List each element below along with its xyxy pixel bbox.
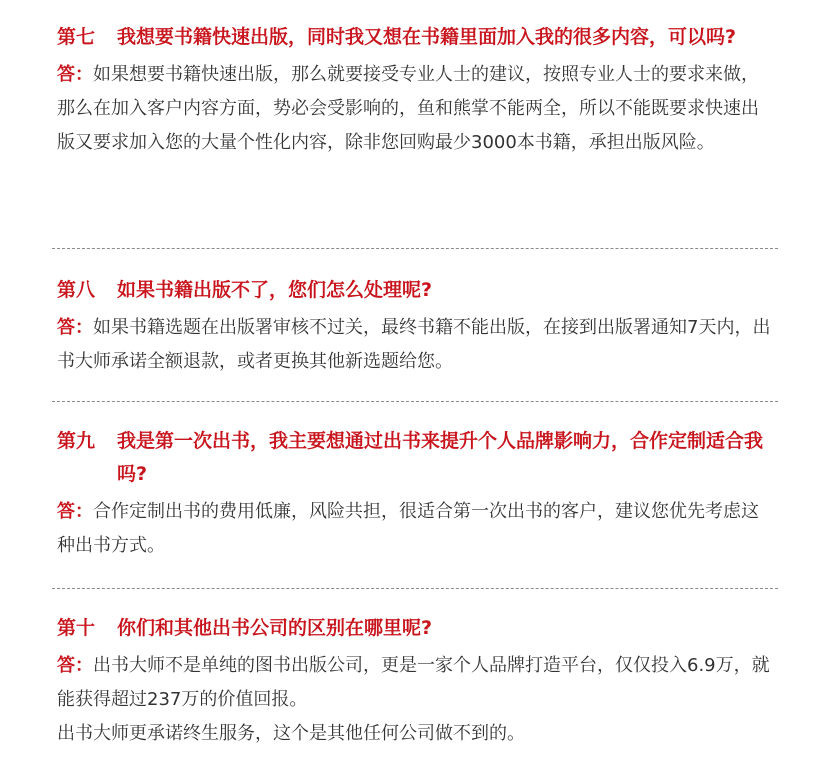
question-number: 第七 xyxy=(57,26,96,48)
answer-text: 如果书籍选题在出版署审核不过关，最终书籍不能出版，在接到出版署通知7天内，出书大师承诺全额退款，或者更换其他新选题给您。 xyxy=(57,317,771,372)
question-text: 我是第一次出书，我主要想通过出书来提升个人品牌影响力，合作定制适合我吗? xyxy=(117,430,764,485)
question-text: 我想要书籍快速出版，同时我又想在书籍里面加入我的很多内容，可以吗? xyxy=(117,26,737,48)
faq-item-8 xyxy=(57,274,775,379)
answer-label: 答： xyxy=(57,64,93,85)
dashed-divider xyxy=(52,588,778,589)
faq-answer-extra xyxy=(57,717,775,751)
question-number: 第九 xyxy=(57,430,96,452)
faq-answer xyxy=(57,311,775,379)
faq-item-10 xyxy=(57,612,775,751)
dashed-divider xyxy=(52,401,778,402)
answer-text: 合作定制出书的费用低廉，风险共担，很适合第一次出书的客户，建议您优先考虑这种出书方式。 xyxy=(57,501,759,556)
answer-text: 如果想要书籍快速出版，那么就要接受专业人士的建议，按照专业人士的要求来做，那么在加入客户内容方面，势必会受影响的，鱼和熊掌不能两全，所以不能既要求快速出版又要求加入您的大量个性化内容，除非您回购最少3000本书籍，承担出版风险。 xyxy=(57,64,759,153)
faq-question xyxy=(57,612,775,645)
answer-text: 出书大师不是单纯的图书出版公司，更是一家个人品牌打造平台，仅仅投入6.9万，就能获得超过237万的价值回报。 xyxy=(57,655,770,710)
faq-answer xyxy=(57,495,775,563)
faq-item-9 xyxy=(57,425,775,563)
answer-label: 答： xyxy=(57,655,93,676)
faq-question xyxy=(57,21,775,54)
faq-item-7 xyxy=(57,21,775,160)
faq-answer xyxy=(57,58,775,160)
faq-answer xyxy=(57,649,775,717)
question-number: 第十 xyxy=(57,617,96,639)
question-text: 你们和其他出书公司的区别在哪里呢? xyxy=(117,617,433,639)
dashed-divider xyxy=(52,248,778,249)
answer-label: 答： xyxy=(57,501,93,522)
faq-question xyxy=(57,274,775,307)
question-text: 如果书籍出版不了，您们怎么处理呢? xyxy=(117,279,433,301)
faq-question xyxy=(57,425,775,491)
question-number: 第八 xyxy=(57,279,96,301)
answer-label: 答： xyxy=(57,317,93,338)
answer-text: 出书大师更承诺终生服务，这个是其他任何公司做不到的。 xyxy=(57,723,525,744)
